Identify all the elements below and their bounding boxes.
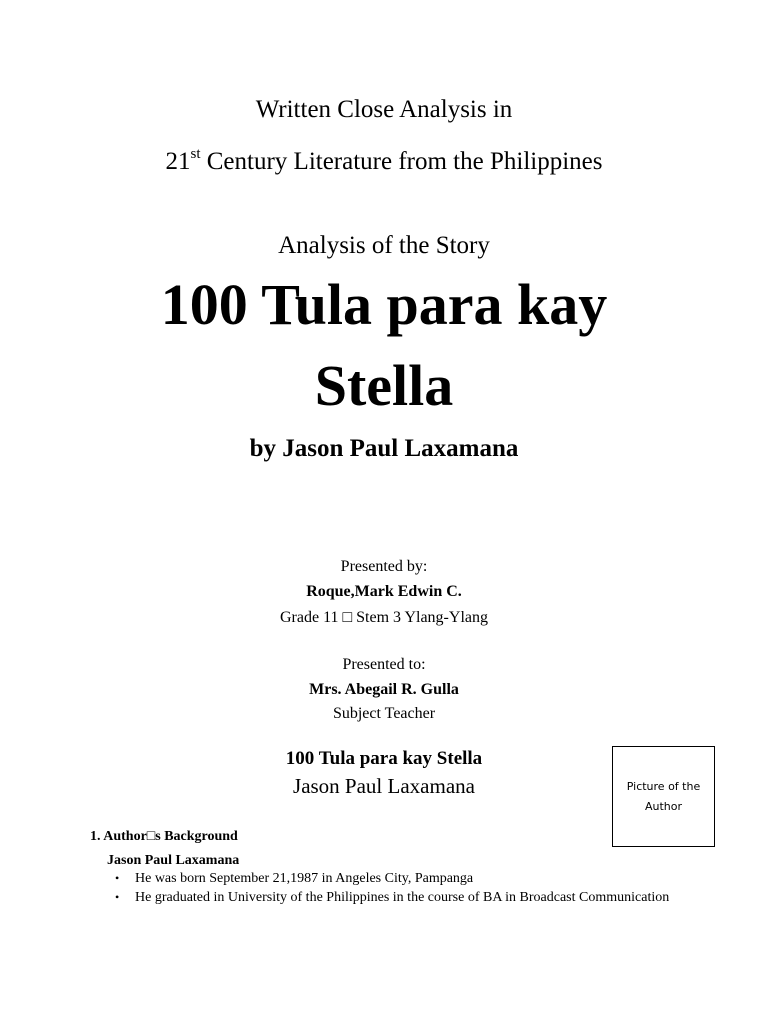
course-number: 21 xyxy=(165,148,191,175)
teacher-name: Mrs. Abegail R. Gulla xyxy=(309,681,459,698)
story-author: Jason Paul Laxamana xyxy=(293,774,475,798)
story-subtitle: 100 Tula para kay Stella xyxy=(285,748,483,769)
list-item-text: He graduated in University of the Philippines in the course of BA in Broadcast Communication xyxy=(135,890,670,905)
section-heading: 1. Author□s Background xyxy=(90,829,238,844)
course-name: Century Literature from the Philippines xyxy=(200,148,603,175)
section-subheading: Jason Paul Laxamana xyxy=(107,853,240,868)
bullet-icon: • xyxy=(115,890,120,904)
teacher-role: Subject Teacher xyxy=(332,705,436,722)
story-title-line-2: Stella xyxy=(314,353,454,418)
picture-label-line-1: Picture of the xyxy=(626,779,701,793)
picture-placeholder-label xyxy=(624,777,704,817)
presented-to-label: Presented to: xyxy=(342,656,426,673)
presenter-name: Roque,Mark Edwin C. xyxy=(306,583,462,600)
analysis-label: Analysis of the Story xyxy=(278,232,490,259)
byline: by Jason Paul Laxamana xyxy=(249,435,519,462)
story-title-line-1: 100 Tula para kay xyxy=(160,272,608,337)
list-item xyxy=(115,889,678,906)
ordinal-suffix: st xyxy=(190,146,201,162)
header-line-1: Written Close Analysis in xyxy=(255,96,513,123)
bullet-icon: • xyxy=(115,871,120,885)
header-line-2 xyxy=(0,146,768,178)
presented-by-label: Presented by: xyxy=(340,558,428,575)
list-item-text: He was born September 21,1987 in Angeles City, Pampanga xyxy=(135,871,474,886)
presenter-section: Grade 11 □ Stem 3 Ylang-Ylang xyxy=(280,609,488,626)
bullet-list xyxy=(115,870,678,908)
list-item xyxy=(115,870,678,887)
author-picture-placeholder xyxy=(612,746,715,847)
picture-label-line-2: Author xyxy=(644,799,683,813)
